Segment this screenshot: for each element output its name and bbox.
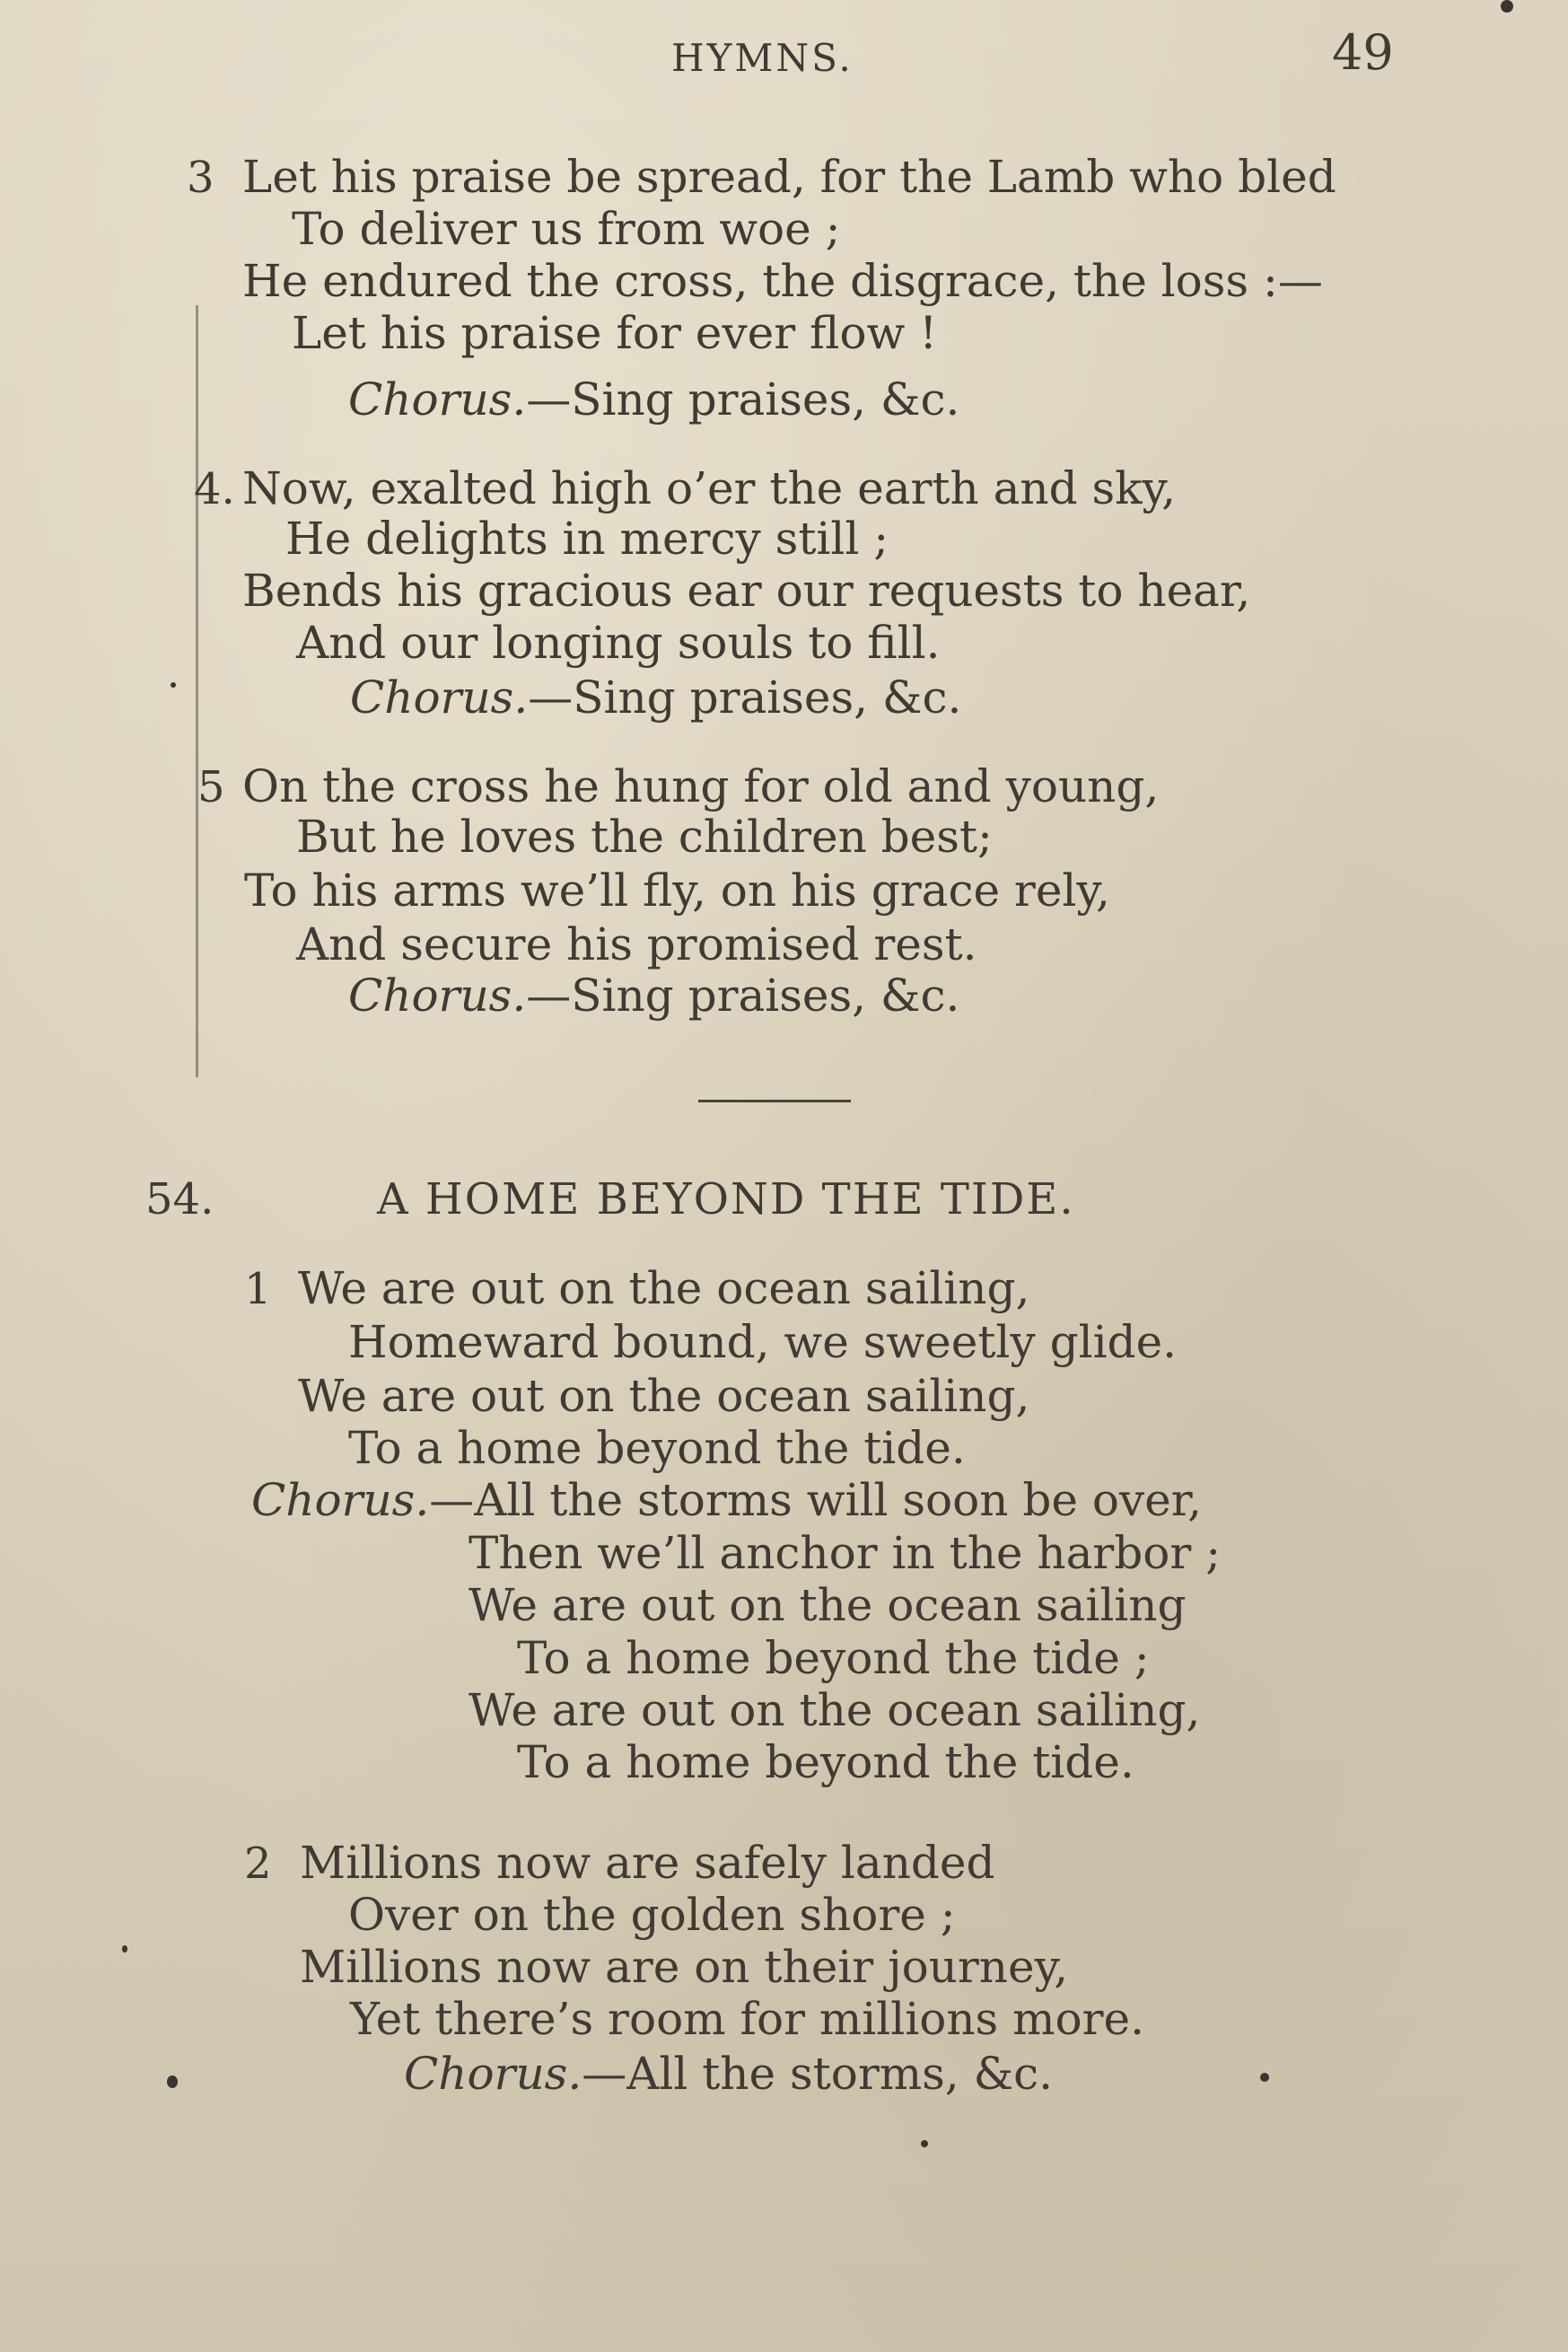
verse-line: Bends his gracious ear our requests to hear,	[242, 565, 1251, 617]
chorus-line: To a home beyond the tide.	[517, 1736, 1134, 1788]
verse-line: Yet there’s room for millions more.	[350, 1993, 1145, 2045]
verse-line: To a home beyond the tide.	[348, 1422, 966, 1474]
chorus-text: —Sing praises, &c.	[528, 671, 962, 724]
chorus-line	[251, 1474, 1203, 1526]
verse-line: He delights in mercy still ;	[285, 513, 889, 565]
verse-line: To his arms we’ll fly, on his grace rely,	[244, 864, 1110, 917]
running-head: HYMNS.	[671, 36, 854, 80]
verse-line: And our longing souls to fill.	[296, 617, 941, 669]
section-divider	[698, 1100, 851, 1102]
ink-spot	[1260, 2073, 1269, 2082]
chorus-label: Chorus.	[348, 373, 527, 426]
ink-spot	[122, 1945, 127, 1953]
verse-line: Millions now are on their journey,	[300, 1941, 1069, 1993]
ink-spot	[171, 682, 176, 688]
chorus-label: Chorus.	[251, 1474, 430, 1526]
chorus-reference	[404, 2048, 1053, 2100]
verse-line: We are out on the ocean sailing,	[298, 1262, 1030, 1314]
ink-spot	[921, 2140, 928, 2147]
stanza-number: 5	[197, 762, 225, 812]
chorus-line: We are out on the ocean sailing	[469, 1579, 1187, 1631]
chorus-text: —All the storms will soon be over,	[429, 1474, 1203, 1526]
chorus-line: Then we’ll anchor in the harbor ;	[469, 1527, 1222, 1579]
verse-line: To deliver us from woe ;	[292, 203, 841, 255]
verse-line: Millions now are safely landed	[300, 1837, 995, 1889]
margin-mark	[196, 305, 198, 1077]
verse-line: And secure his promised rest.	[296, 918, 977, 970]
chorus-reference	[348, 373, 960, 426]
chorus-text: —Sing praises, &c.	[526, 970, 960, 1022]
stanza-number: 3	[187, 153, 215, 203]
chorus-reference	[348, 970, 960, 1022]
hymn-title: A HOME BEYOND THE TIDE.	[377, 1174, 1075, 1224]
stanza-number: 1	[244, 1264, 272, 1314]
verse-line: Now, exalted high o’er the earth and sky,	[242, 462, 1176, 514]
hymn-number: 54.	[145, 1174, 215, 1224]
chorus-line: To a home beyond the tide ;	[517, 1632, 1150, 1684]
chorus-label: Chorus.	[348, 970, 527, 1022]
verse-line: Over on the golden shore ;	[348, 1889, 956, 1941]
chorus-label: Chorus.	[350, 671, 529, 724]
verse-line: Let his praise be spread, for the Lamb who bled	[242, 151, 1336, 203]
verse-line: We are out on the ocean sailing,	[298, 1370, 1030, 1422]
ink-spot	[1501, 0, 1513, 13]
ink-spot	[167, 2076, 178, 2088]
chorus-text: —Sing praises, &c.	[526, 373, 960, 426]
stanza-number: 4.	[194, 464, 235, 514]
chorus-text: —All the storms, &c.	[582, 2048, 1053, 2100]
verse-line: But he loves the children best;	[296, 811, 993, 863]
chorus-reference	[350, 671, 962, 724]
chorus-label: Chorus.	[404, 2048, 583, 2100]
verse-line: Let his praise for ever flow !	[292, 307, 938, 359]
verse-line: Homeward bound, we sweetly glide.	[348, 1316, 1178, 1368]
page-number: 49	[1332, 24, 1394, 81]
stanza-number: 2	[244, 1839, 272, 1889]
chorus-line: We are out on the ocean sailing,	[469, 1684, 1201, 1736]
verse-line: On the cross he hung for old and young,	[242, 760, 1160, 812]
verse-line: He endured the cross, the disgrace, the loss :—	[242, 255, 1323, 307]
